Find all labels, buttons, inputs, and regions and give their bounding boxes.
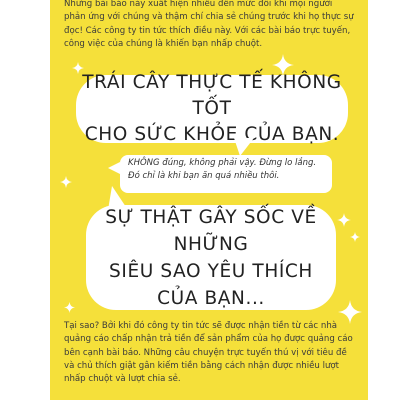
headline-2-line-2: SIÊU SAO YÊU THÍCH xyxy=(109,260,313,282)
note-text: KHÔNG đúng, không phải vậy. Đừng lo lắng. Đó chỉ là khi bạn ăn quá nhiều thôi. xyxy=(128,158,317,181)
headline-1-line-1: TRÁI CÂY THỰC TẾ KHÔNG TỐT xyxy=(82,72,342,119)
sparkle-icon xyxy=(337,213,351,227)
book-page xyxy=(50,0,368,400)
sparkle-icon xyxy=(64,302,75,313)
note-callout-pointer xyxy=(108,162,120,174)
sparkle-icon xyxy=(60,176,72,188)
speech-bubble-headline-1 xyxy=(76,72,348,145)
outro-paragraph: Tại sao? Bởi khi đó công ty tin tức sẽ được nhận tiền từ các nhà quảng cáo chấp nhận trả tiền để sản phẩm của họ được quảng cáo bên cạnh bài báo. Những câu chuyện trực tuyến thú vị với tiêu đề và chủ thích giật gân kiếm tiền bằng cách nhận được nhiều lượt nhấp chuột và lượt chia sẻ. xyxy=(64,321,353,385)
intro-paragraph: Những bài báo này xuất hiện nhiều đến mức đôi khi mọi người phản ứng với chúng và thậm chí chia sẻ chúng trước khi họ thực sự đọc! Các công ty tin tức thích điều này. Với các bài báo trực tuyến, công việc của chúng là khiến bạn nhấp chuột. xyxy=(64,0,354,49)
headline-2-line-1: SỰ THẬT GÂY SỐC VỀ NHỮNG xyxy=(105,206,317,255)
speech-bubble-tail xyxy=(234,138,254,156)
headline-2-line-3: CỦA BẠN... xyxy=(157,287,265,309)
speech-bubble-headline-2 xyxy=(86,205,336,310)
headline-1-line-2: CHO SỨC KHỎE CỦA BẠN. xyxy=(84,124,340,145)
sparkle-icon xyxy=(350,232,360,242)
